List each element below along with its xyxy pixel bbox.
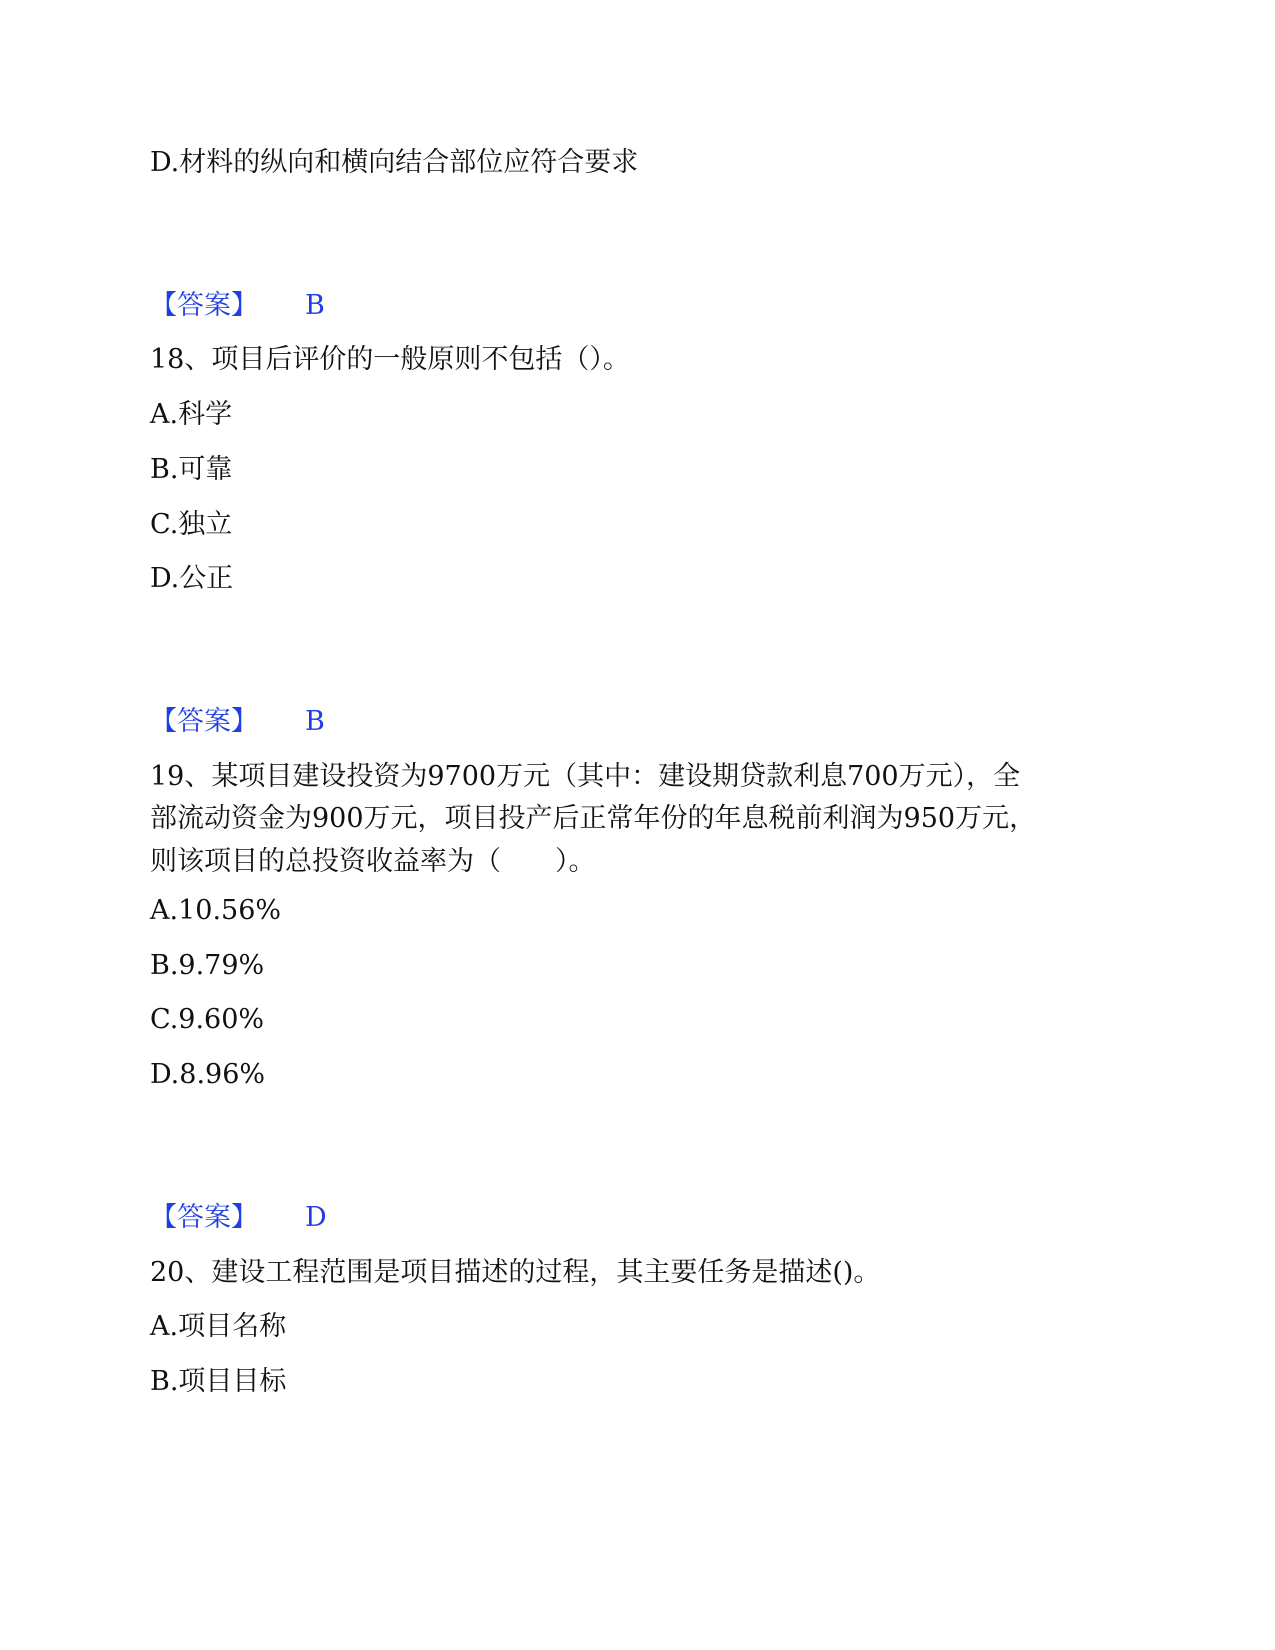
q18-stem: 18、项目后评价的一般原则不包括（）。 [150, 344, 630, 375]
q18-option-b: B.可靠 [150, 454, 233, 485]
q19-stem-line-3: 则该项目的总投资收益率为（ ）。 [150, 846, 596, 877]
answer-label: 【答案】 [150, 1202, 258, 1233]
q19-stem-line-1: 19、某项目建设投资为9700万元（其中：建设期贷款利息700万元），全 [150, 761, 1021, 792]
q20-option-b: B.项目目标 [150, 1366, 287, 1397]
answer-label: 【答案】 [150, 706, 258, 737]
q19-stem-line-2: 部流动资金为900万元，项目投产后正常年份的年息税前利润为950万元， [150, 803, 1037, 834]
answer-value: B [305, 706, 325, 737]
q18-option-c: C.独立 [150, 509, 233, 540]
answer-label: 【答案】 [150, 290, 258, 321]
q19-option-d: D.8.96% [150, 1059, 266, 1090]
q19-option-c: C.9.60% [150, 1004, 265, 1035]
q18-option-d: D.公正 [150, 563, 234, 594]
q19-option-b: B.9.79% [150, 950, 265, 981]
q17-option-d: D.材料的纵向和横向结合部位应符合要求 [150, 147, 639, 178]
q20-stem: 20、建设工程范围是项目描述的过程，其主要任务是描述()。 [150, 1257, 881, 1288]
q17-answer [150, 291, 325, 321]
answer-value: B [305, 290, 325, 321]
answer-value: D [305, 1202, 327, 1233]
q19-option-a: A.10.56% [150, 895, 282, 926]
q18-answer [150, 707, 325, 737]
q20-option-a: A.项目名称 [150, 1311, 287, 1342]
q19-answer [150, 1203, 327, 1233]
q18-option-a: A.科学 [150, 399, 233, 430]
